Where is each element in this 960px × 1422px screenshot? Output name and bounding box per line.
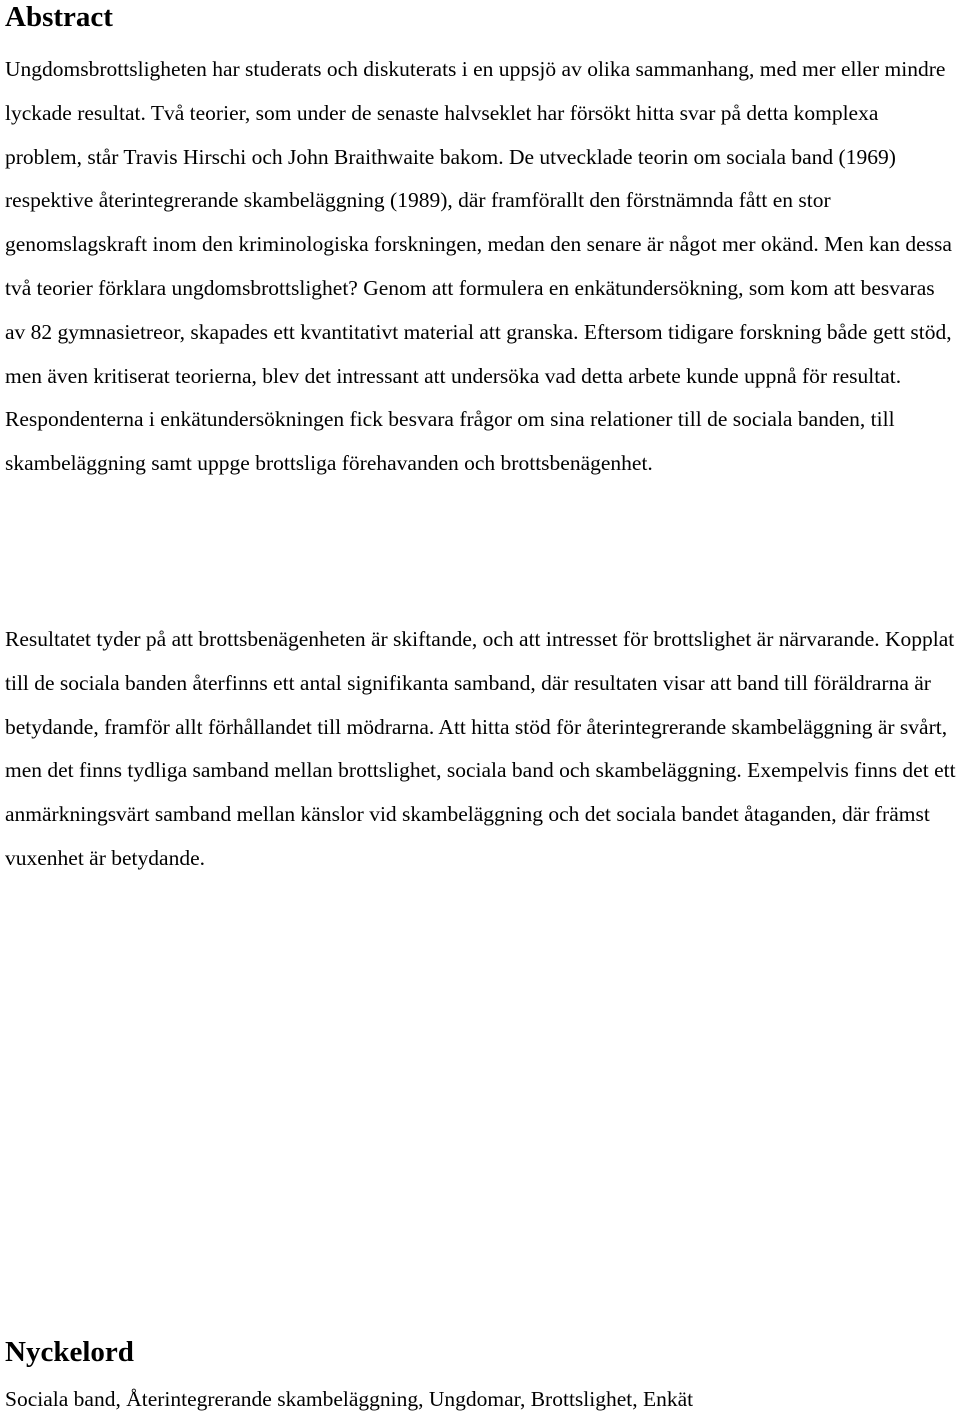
- abstract-heading: Abstract: [5, 1, 113, 33]
- keywords-text: Sociala band, Återintegrerande skambeläggning, Ungdomar, Brottslighet, Enkät: [5, 1387, 694, 1411]
- abstract-paragraph-2: Resultatet tyder på att brottsbenägenheten är skiftande, och att intresset för brottslighet är närvarande. Kopplat till de sociala banden återfinns ett antal signifikanta samband, där resultaten visar att band till föräldrarna är betydande, framför allt förhållandet till mödrarna. Att hitta stöd för återintegrerande skambeläggning är svårt, men det finns tydliga samband mellan brottslighet, sociala band och skambeläggning. Exempelvis finns det ett anmärkningsvärt samband mellan känslor vid skambeläggning och det sociala bandet åtaganden, där främst vuxenhet är betydande.: [5, 627, 956, 870]
- keywords-heading: Nyckelord: [5, 1336, 134, 1368]
- abstract-paragraph-1: Ungdomsbrottsligheten har studerats och diskuterats i en uppsjö av olika sammanhang, med mer eller mindre lyckade resultat. Två teorier, som under de senaste halvseklet har försökt hitta svar på detta komplexa problem, står Travis Hirschi och John Braithwaite bakom. De utvecklade teorin om sociala band (1969) respektive återintegrerande skambeläggning (1989), där framförallt den förstnämnda fått en stor genomslagskraft inom den kriminologiska forskningen, medan den senare är något mer okänd. Men kan dessa två teorier förklara ungdomsbrottslighet? Genom att formulera en enkätundersökning, som kom att besvaras av 82 gymnasietreor, skapades ett kvantitativt material att granska. Eftersom tidigare forskning både gett stöd, men även kritiserat teorierna, blev det intressant att undersöka vad detta arbete kunde uppnå för resultat. Respondenterna i enkätundersökningen fick besvara frågor om sina relationer till de sociala banden, till skambeläggning samt uppge brottsliga förehavanden och brottsbenägenhet.: [5, 57, 952, 476]
